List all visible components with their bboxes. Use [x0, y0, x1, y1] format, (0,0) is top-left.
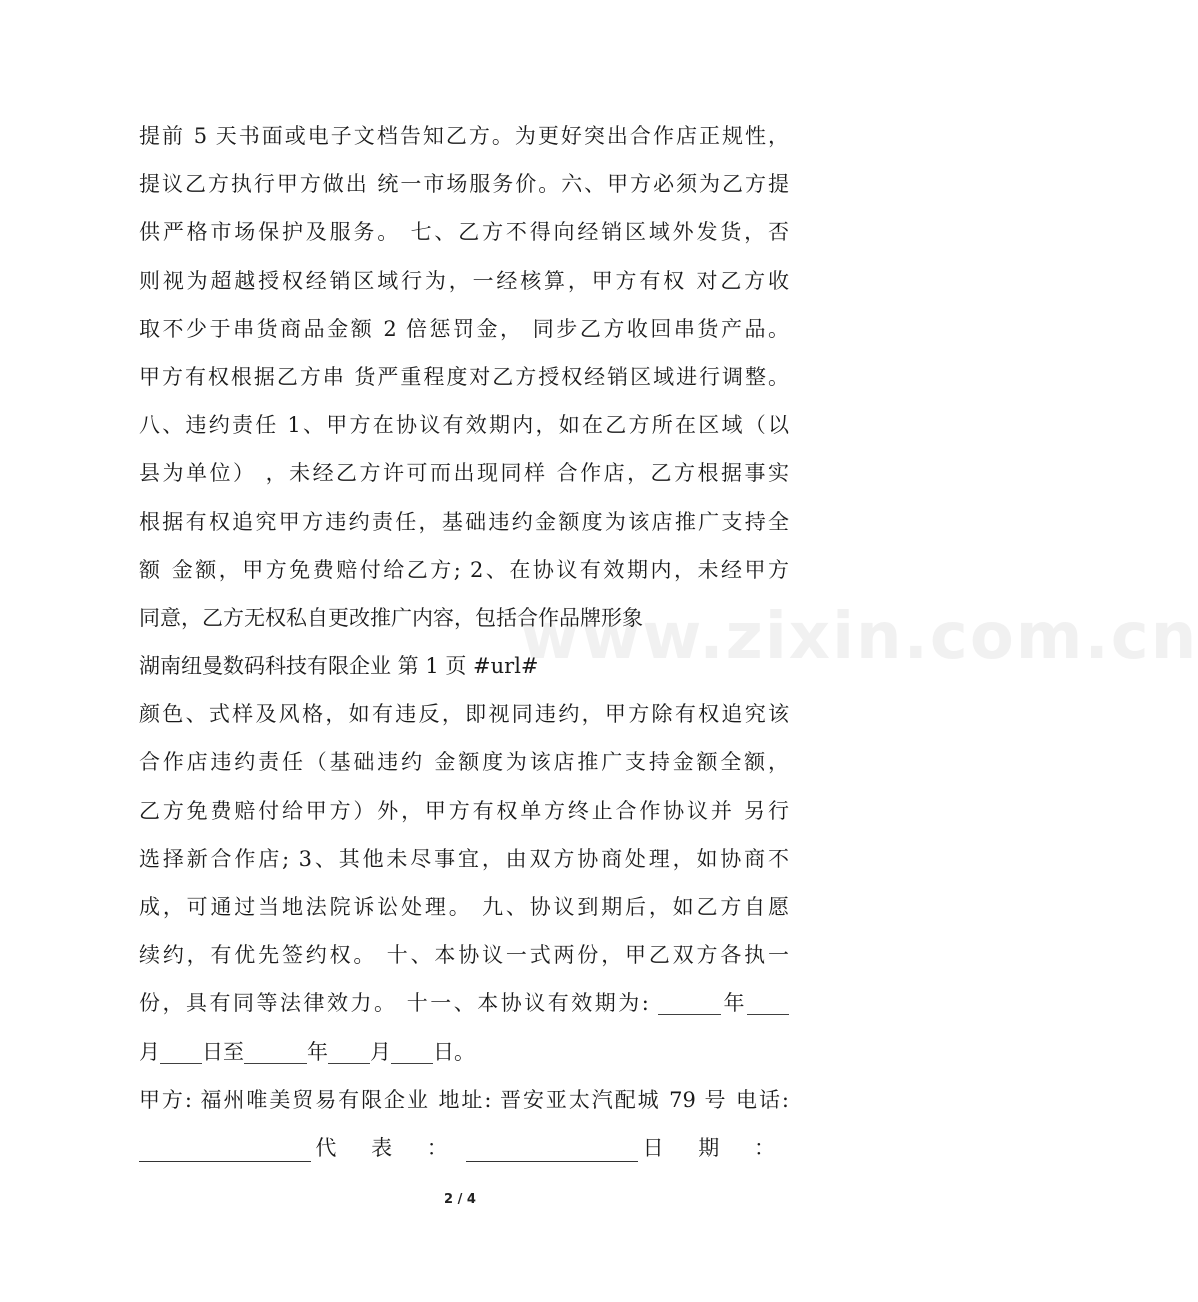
text-line-13: 颜色、式样及风格，如有违反，即视同违约，甲方除有权追究该 [139, 702, 789, 727]
text-line-7: 八、违约责任 1、甲方在协议有效期内，如在乙方所在区域（以 [139, 413, 789, 438]
signature-line [139, 1124, 789, 1172]
text-line-4: 则视为超越授权经销区域行为，一经核算，甲方有权 对乙方收 [139, 268, 789, 293]
text-line-3: 供严格市场保护及服务。 七、乙方不得向经销区域外发货，否 [139, 220, 789, 245]
text-line-11: 同意，乙方无权私自更改推广内容，包括合作品牌形象 [139, 605, 643, 630]
text-line-8: 县为单位） ，未经乙方许可而出现同样 合作店，乙方根据事实 [139, 461, 789, 486]
text-line-9: 根据有权追究甲方违约责任，基础违约金额度为该店推广支持全 [139, 509, 789, 534]
text-line-19: 份，具有同等法律效力。 十一、本协议有效期为: ______年____ [139, 991, 789, 1016]
watermark: www.zixin.com.cn [520, 600, 1198, 674]
party-a-line: 甲方: 福州唯美贸易有限企业 地址: 晋安亚太汽配城 79 号 电话: [139, 1087, 789, 1112]
text-line-16: 选择新合作店; 3、其他未尽事宜，由双方协商处理，如协商不 [139, 846, 789, 871]
representative-blank [466, 1135, 638, 1162]
page-header-line: 湖南纽曼数码科技有限企业 第 1 页 #url# [139, 654, 539, 679]
phone-blank [139, 1135, 311, 1162]
text-line-18: 续约，有优先签约权。 十、本协议一式两份，甲乙双方各执一 [139, 943, 789, 968]
text-line-5: 取不少于串货商品金额 2 倍惩罚金， 同步乙方收回串货产品。 [139, 316, 789, 341]
date-label: 日 期 ： [642, 1135, 789, 1160]
text-line-10: 额 金额，甲方免费赔付给乙方; 2、在协议有效期内，未经甲方 [139, 557, 789, 582]
text-line-20: 月____日至______年____月____日。 [139, 1039, 475, 1064]
text-line-6: 甲方有权根据乙方串 货严重程度对乙方授权经销区域进行调整。 [139, 364, 789, 389]
text-line-14: 合作店违约责任（基础违约 金额度为该店推广支持金额全额， [139, 750, 789, 775]
text-line-2: 提议乙方执行甲方做出 统一市场服务价。六、甲方必须为乙方提 [139, 172, 789, 197]
text-line-17: 成，可通过当地法院诉讼处理。 九、协议到期后，如乙方自愿 [139, 895, 789, 919]
page-number: 2 / 4 [444, 1192, 476, 1207]
text-line-1: 提前 5 天书面或电子文档告知乙方。为更好突出合作店正规性， [139, 124, 789, 148]
text-line-15: 乙方免费赔付给甲方）外，甲方有权单方终止合作协议并 另行 [139, 798, 789, 823]
representative-label: 代 表 ： [315, 1135, 462, 1160]
document-body [139, 112, 789, 1172]
